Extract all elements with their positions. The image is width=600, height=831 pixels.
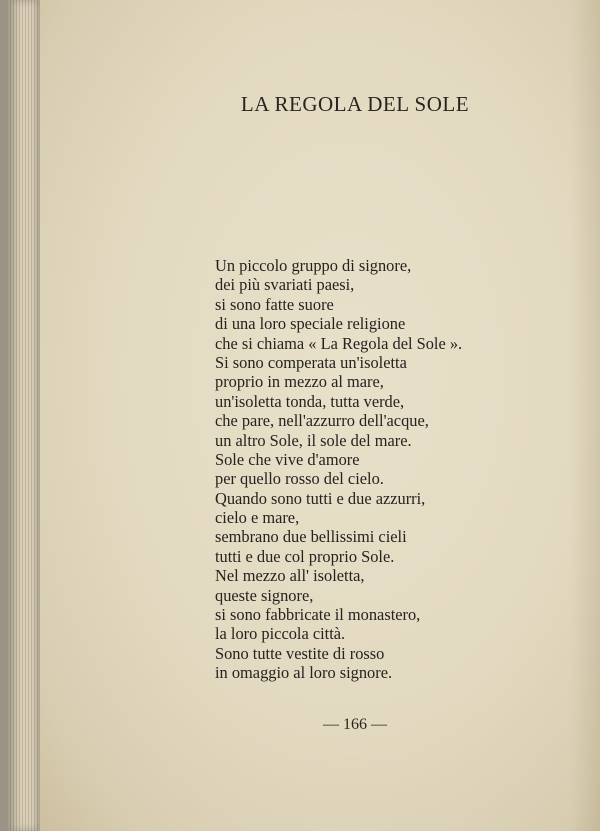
poem-line: proprio in mezzo al mare, [215, 372, 384, 392]
poem-line: la loro piccola città. [215, 624, 346, 644]
poem-line: tutti e due col proprio Sole. [215, 546, 395, 566]
poem-line: si sono fabbricate il monastero, [215, 605, 421, 625]
poem-line: in omaggio al loro signore. [215, 663, 393, 683]
poem-body [215, 256, 555, 683]
poem-line: sembrano due bellissimi cieli [215, 527, 407, 547]
poem-line: Un piccolo gruppo di signore, [215, 256, 412, 275]
poem-title: LA REGOLA DEL SOLE [240, 92, 470, 116]
poem-line: un'isoletta tonda, tutta verde, [215, 391, 405, 411]
poem-line: Sono tutte vestite di rosso [215, 643, 385, 663]
poem-line: Nel mezzo all' isoletta, [215, 566, 365, 586]
poem-line: Si sono comperata un'isoletta [215, 352, 407, 372]
poem-line: si sono fatte suore [215, 294, 334, 314]
poem-line: cielo e mare, [215, 508, 300, 528]
book-page [40, 0, 600, 831]
page-number: — 166 — [323, 716, 387, 733]
poem-line: dei più svariati paesi, [215, 275, 355, 295]
poem-line: che si chiama « La Regola del Sole ». [215, 333, 463, 353]
poem-line: di una loro speciale religione [215, 314, 406, 334]
poem-line: per quello rosso del cielo. [215, 469, 384, 489]
poem-line: Quando sono tutti e due azzurri, [215, 488, 426, 508]
poem-line: queste signore, [215, 585, 314, 605]
poem-line: un altro Sole, il sole del mare. [215, 430, 412, 450]
poem-line: che pare, nell'azzurro dell'acque, [215, 411, 429, 431]
poem-line: Sole che vive d'amore [215, 449, 360, 469]
